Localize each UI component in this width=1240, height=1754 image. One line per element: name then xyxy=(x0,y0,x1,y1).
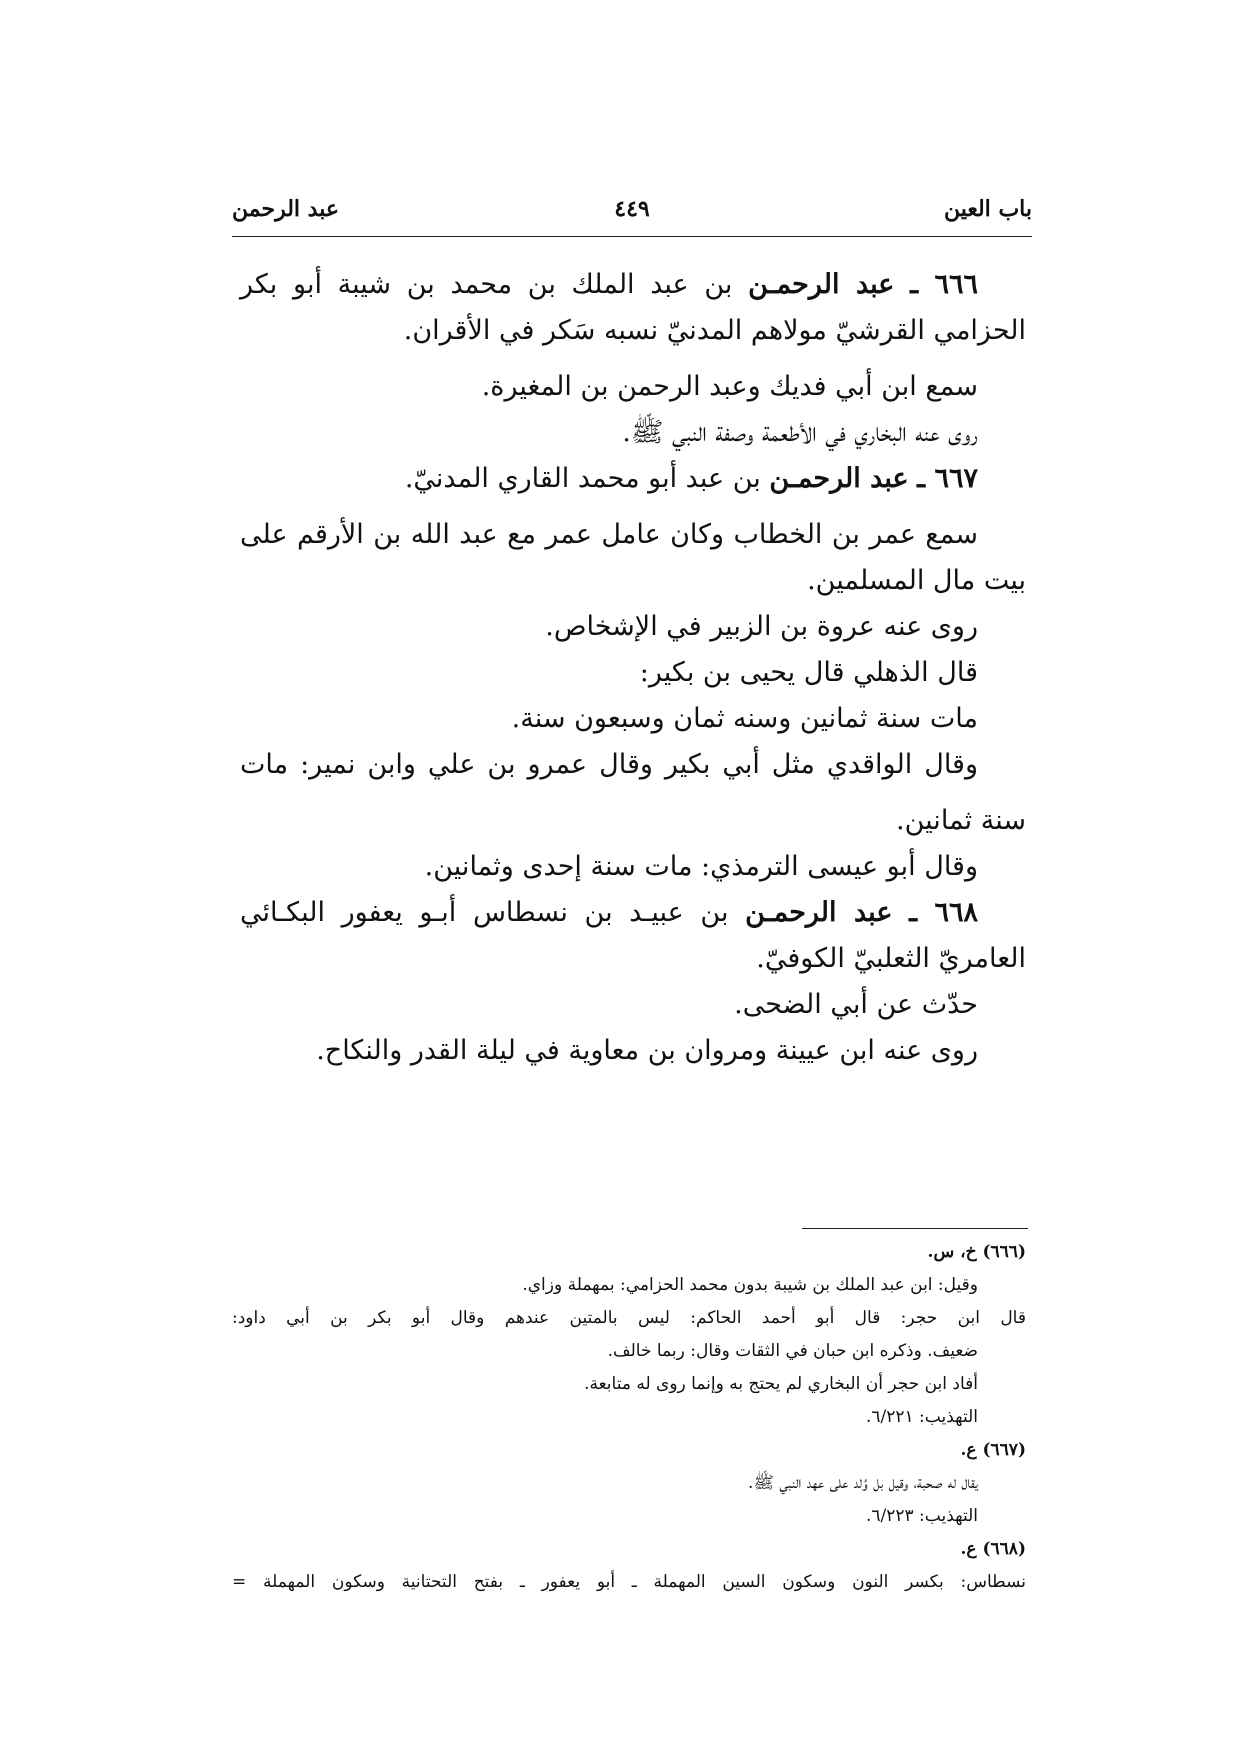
entry-666-line-2: الحزامي القرشيّ مولاهم المدنيّ نسبه سَكر في الأقران. xyxy=(403,315,1026,346)
entry-666-line-1 xyxy=(240,262,1026,308)
entry-text: بن عبيـد بن نسطاس أبـو يعفور البكـائي xyxy=(240,897,729,928)
entry-667-line-1 xyxy=(240,456,1026,502)
entry-668-line-1 xyxy=(240,890,1026,936)
footnote-line: التهذيب: ٦/٢٢١. xyxy=(865,1407,978,1427)
entry-number: ٦٦٦ ـ xyxy=(910,269,979,300)
footnote-line: قال ابن حجر: قال أبو أحمد الحاكم: ليس بالمتين عندهم وقال أبو بكر بن أبي داود: xyxy=(232,1308,1026,1328)
entry-668-line-2: العامريّ الثعلبيّ الكوفيّ. xyxy=(756,943,1026,974)
text-line: بيت مال المسلمين. xyxy=(807,565,1026,596)
text-line: روى عنه عروة بن الزبير في الإشخاص. xyxy=(545,611,978,642)
entry-name: عبد الرحمـن xyxy=(769,463,909,494)
text-line: حدّث عن أبي الضحى. xyxy=(734,989,978,1020)
entry-name: عبد الرحمـن xyxy=(748,269,895,300)
chapter-title: باب العين xyxy=(943,196,1032,222)
text-line: روى عنه البخاري في الأطعمة وصفة النبي ﷺ. xyxy=(622,417,978,448)
page-number: ٤٤٩ xyxy=(614,196,650,222)
text-line: وقال أبو عيسى الترمذي: مات سنة إحدى وثمانين. xyxy=(424,851,978,882)
header-divider xyxy=(232,236,1032,237)
footnote-divider xyxy=(802,1228,1028,1229)
footnote-line: التهذيب: ٦/٢٢٣. xyxy=(865,1506,978,1526)
footnote-ref-666: (٦٦٦) خ، س. xyxy=(927,1242,1026,1262)
text-line: سنة ثمانين. xyxy=(896,805,1026,836)
text-line: سمع عمر بن الخطاب وكان عامل عمر مع عبد الله بن الأرقم على xyxy=(240,519,978,550)
main-text xyxy=(240,262,1026,1074)
footnotes xyxy=(232,1236,1026,1599)
text-line: روى عنه ابن عيينة ومروان بن معاوية في ليلة القدر والنكاح. xyxy=(316,1035,978,1066)
section-title: عبد الرحمن xyxy=(232,196,339,222)
footnote-line: وقيل: ابن عبد الملك بن شيبة بدون محمد الحزامي: بمهملة وزاي. xyxy=(522,1275,978,1295)
footnote-line: ضعيف. وذكره ابن حبان في الثقات وقال: ربما خالف. xyxy=(607,1341,978,1361)
footnote-line: أفاد ابن حجر أن البخاري لم يحتج به وإنما روى له متابعة. xyxy=(584,1374,978,1394)
footnote-line: يقال له صحبة، وقيل بل وُلد على عهد النبي ﷺ. xyxy=(748,1473,978,1493)
entry-text: بن عبد الملك بن محمد بن شيبة أبو بكر xyxy=(240,269,733,300)
entry-text: بن عبد أبو محمد القاري المدنيّ. xyxy=(404,463,761,494)
text-line: سمع ابن أبي فديك وعبد الرحمن بن المغيرة. xyxy=(481,371,978,402)
running-header xyxy=(232,196,1032,236)
text-line: مات سنة ثمانين وسنه ثمان وسبعون سنة. xyxy=(511,703,978,734)
text-line: قال الذهلي قال يحيى بن بكير: xyxy=(639,657,978,688)
footnote-line: نسطاس: بكسر النون وسكون السين المهملة ـ أبو يعفور ـ بفتح التحتانية وسكون المهملة = xyxy=(232,1572,1026,1592)
text-line: وقال الواقدي مثل أبي بكير وقال عمرو بن علي وابن نمير: مات xyxy=(240,749,978,780)
entry-number: ٦٦٨ ـ xyxy=(909,897,978,928)
entry-number: ٦٦٧ ـ xyxy=(917,463,978,494)
entry-name: عبد الرحمـن xyxy=(745,897,893,928)
footnote-ref-668: (٦٦٨) ع. xyxy=(960,1539,1026,1559)
footnote-ref-667: (٦٦٧) ع. xyxy=(960,1440,1026,1460)
